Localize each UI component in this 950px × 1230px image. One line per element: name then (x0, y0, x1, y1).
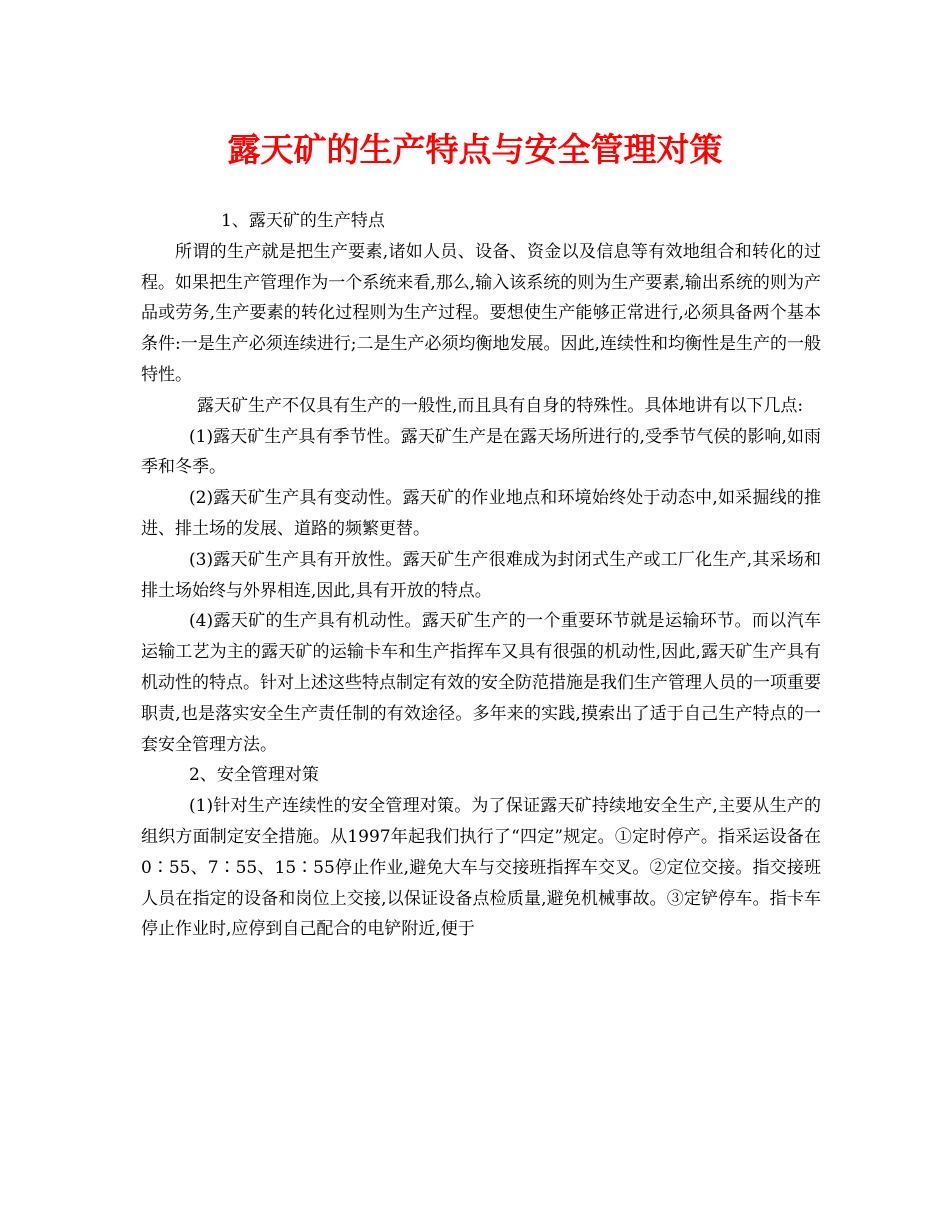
document-body (141, 206, 821, 945)
list-item: (2)露天矿生产具有变动性。露天矿的作业地点和环境始终处于动态中,如采掘线的推进、排土场的发展、道路的频繁更替。 (141, 488, 821, 539)
document-title: 露天矿的生产特点与安全管理对策 (227, 130, 723, 169)
section-heading-1: 1、露天矿的生产特点 (221, 211, 385, 231)
list-item: (1)针对生产连续性的安全管理对策。为了保证露天矿持续地安全生产,主要从生产的组织方面制定安全措施。从1997年起我们执行了“四定”规定。①定时停产。指采运设备在0∶55、7∶55、15∶55停止作业,避免大车与交接班指挥车交叉。②定位交接。指交接班人员在指定的设备和岗位上交接,以保证设备点检质量,避免机械事故。③定铲停车。指卡车停止作业时,应停到自己配合的电铲附近,便于 (141, 796, 821, 940)
paragraph: 所谓的生产就是把生产要素,诸如人员、设备、资金以及信息等有效地组合和转化的过程。如果把生产管理作为一个系统来看,那么,输入该系统的则为生产要素,输出系统的则为产品或劳务,生产要素的转化过程则为生产过程。要想使生产能够正常进行,必须具备两个基本条件:一是生产必须连续进行;二是生产必须均衡地发展。因此,连续性和均衡性是生产的一般特性。 (141, 241, 821, 385)
list-item: (3)露天矿生产具有开放性。露天矿生产很难成为封闭式生产或工厂化生产,其采场和排土场始终与外界相连,因此,具有开放的特点。 (141, 549, 821, 601)
list-item: (1)露天矿生产具有季节性。露天矿生产是在露天场所进行的,受季节气侯的影响,如雨季和冬季。 (141, 426, 821, 478)
list-item: (4)露天矿的生产具有机动性。露天矿生产的一个重要环节就是运输环节。而以汽车运输工艺为主的露天矿的运输卡车和生产指挥车又具有很强的机动性,因此,露天矿生产具有机动性的特点。针对上述这些特点制定有效的安全防范措施是我们生产管理人员的一项重要职责,也是落实安全生产责任制的有效途径。多年来的实践,摸索出了适于自己生产特点的一套安全管理方法。 (141, 611, 821, 755)
paragraph: 露天矿生产不仅具有生产的一般性,而且具有自身的特殊性。具体地讲有以下几点: (197, 395, 804, 416)
section-heading-2: 2、安全管理对策 (189, 765, 319, 786)
